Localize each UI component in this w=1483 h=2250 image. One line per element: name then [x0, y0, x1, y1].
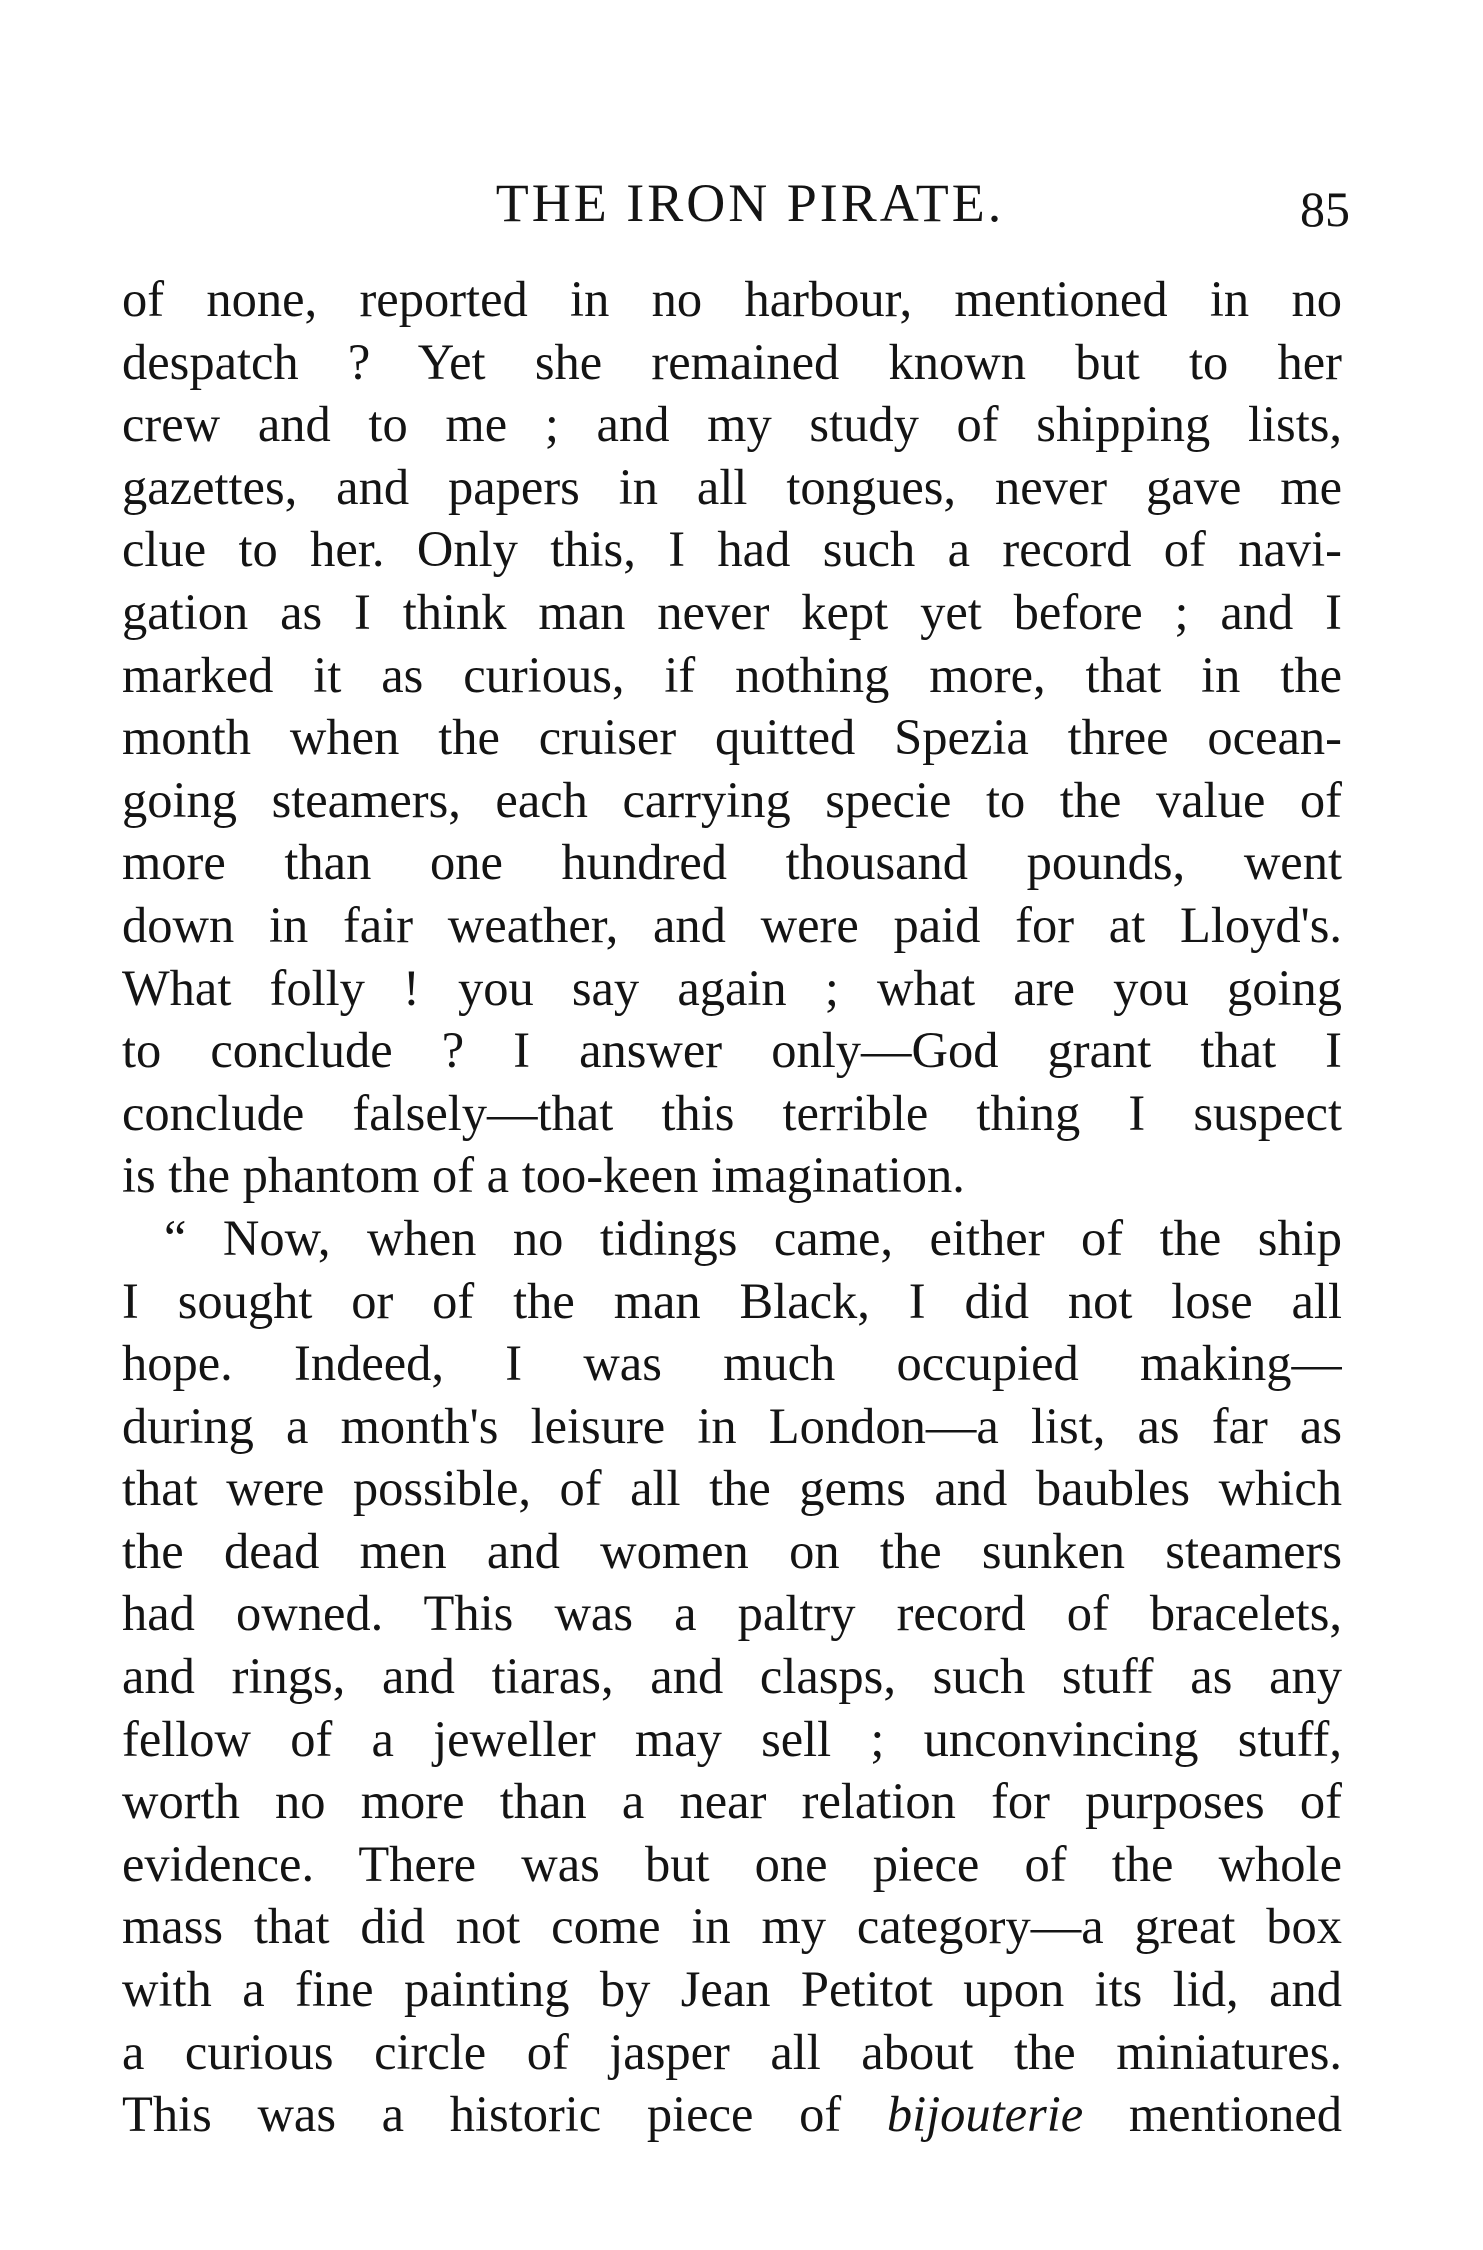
text-line: clue to her. Only this, I had such a record of navi- [122, 521, 1342, 578]
italic-word: bijouterie [886, 2086, 1084, 2143]
text-line: with a fine painting by Jean Petitot upon its lid, and [122, 1961, 1342, 2018]
text-line: hope. Indeed, I was much occupied making— [122, 1335, 1342, 1392]
text-line: gation as I think man never kept yet before ; and I [122, 583, 1342, 640]
text-line: gazettes, and papers in all tongues, never gave me [122, 458, 1342, 515]
text-line: conclude falsely—that this terrible thing I suspect [122, 1084, 1342, 1141]
text-line: down in fair weather, and were paid for at Lloyd's. [122, 896, 1342, 953]
text-line: and rings, and tiaras, and clasps, such stuff as any [122, 1648, 1342, 1705]
text-line: evidence. There was but one piece of the whole [122, 1835, 1342, 1892]
text-line: crew and to me ; and my study of shipping lists, [122, 396, 1342, 453]
body-text [122, 268, 1342, 2146]
text-line: What folly ! you say again ; what are you going [122, 959, 1342, 1016]
text-line: more than one hundred thousand pounds, went [122, 834, 1342, 891]
text-line: fellow of a jeweller may sell ; unconvincing stuff, [122, 1710, 1342, 1767]
paragraph-start-line: “ Now, when no tidings came, either of the ship [164, 1209, 1342, 1266]
text-line: of none, reported in no harbour, mentioned in no [122, 271, 1342, 327]
text-line: to conclude ? I answer only—God grant that I [122, 1022, 1342, 1079]
text-line: worth no more than a near relation for purposes of [122, 1773, 1342, 1830]
text-line-with-italic [122, 2083, 1342, 2146]
text-segment: This was a historic piece of [122, 2086, 842, 2143]
running-head [120, 168, 1350, 238]
text-line: the dead men and women on the sunken steamers [122, 1522, 1342, 1579]
text-line: I sought or of the man Black, I did not lose all [122, 1272, 1342, 1329]
page-number: 85 [1300, 181, 1350, 237]
text-line: a curious circle of jasper all about the miniatures. [122, 2023, 1342, 2080]
text-line: that were possible, of all the gems and baubles which [122, 1460, 1342, 1517]
text-line: despatch ? Yet she remained known but to her [122, 333, 1342, 390]
text-line: during a month's leisure in London—a list, as far as [122, 1397, 1342, 1454]
running-title: THE IRON PIRATE. [495, 173, 1005, 233]
text-line: had owned. This was a paltry record of bracelets, [122, 1585, 1342, 1642]
text-line: month when the cruiser quitted Spezia three ocean- [122, 709, 1342, 766]
paragraph-end-line: is the phantom of a too-keen imagination. [122, 1147, 965, 1204]
text-segment: mentioned [1128, 2086, 1342, 2143]
text-line: going steamers, each carrying specie to the value of [122, 771, 1342, 828]
text-line: marked it as curious, if nothing more, that in the [122, 646, 1342, 703]
text-line: mass that did not come in my category—a great box [122, 1898, 1342, 1955]
